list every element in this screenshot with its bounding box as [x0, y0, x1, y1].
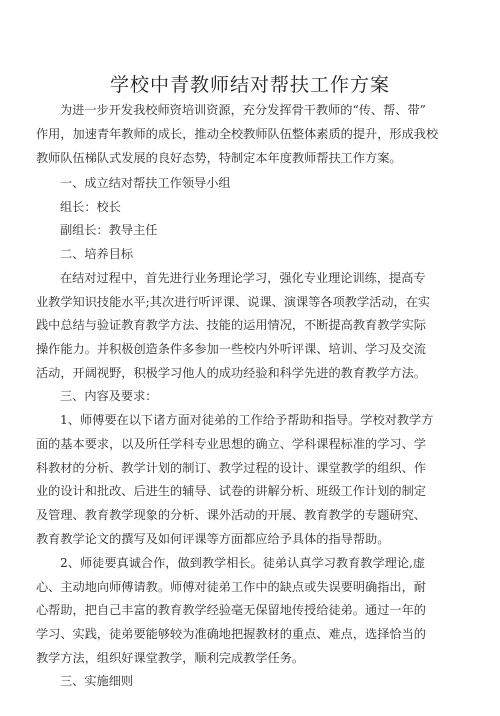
section-heading: 一、成立结对帮扶工作领导小组	[60, 176, 231, 190]
paragraph-line: 活动，开阔视野，积极学习他人的成功经验和科学先进的教育教学方法。	[36, 366, 426, 380]
paragraph-line: 为进一步开发我校师资培训资源，充分发挥骨干教师的“传、帮、带”	[60, 103, 426, 117]
paragraph-line: 教育教学论文的撰写及如何评课等方面都应给予具体的指导帮助。	[36, 532, 390, 546]
paragraph-line: 业的设计和批改、后进生的辅导、试卷的讲解分析、班级工作计划的制定	[36, 484, 426, 498]
paragraph-line: 业教学知识技能水平;其次进行听评课、说课、演课等各项教学活动，在实	[36, 295, 431, 309]
paragraph-line: 在结对过程中，首先进行业务理论学习，强化专业理论训练，提高专	[60, 271, 426, 285]
paragraph-line: 面的基本要求，以及所任学科专业思想的确立、学科课程标准的学习、学	[36, 437, 426, 451]
section-heading: 二、培养目标	[60, 247, 134, 261]
paragraph-line: 践中总结与验证教育教学方法、技能的运用情况，不断提高教育教学实际	[36, 318, 426, 332]
paragraph-line: 学习、实践，徒弟要能够较为准确地把握教材的重点、难点，选择恰当的	[36, 627, 426, 641]
paragraph-line: 副组长：教导主任	[60, 223, 158, 237]
paragraph-line: 教学方法，组织好课堂教学，顺利完成教学任务。	[36, 651, 305, 665]
paragraph-line: 心、主动地向师傅请教。师傅对徒弟工作中的缺点或失误要明确指出，耐	[36, 580, 426, 594]
page-title: 学校中青教师结对帮扶工作方案	[109, 74, 390, 96]
paragraph-line: 作用，加速青年教师的成长，推动全校教师队伍整体素质的提升，形成我校	[36, 127, 439, 141]
paragraph-line: 心帮助，把自己丰富的教育教学经验毫无保留地传授给徒弟。通过一年的	[36, 603, 426, 617]
paragraph-line: 操作能力。并积极创造条件多参加一些校内外听评课、培训、学习及交流	[36, 342, 426, 356]
paragraph-line: 1、师傅要在以下诸方面对徒弟的工作给予帮助和指导。学校对教学方	[60, 413, 434, 427]
paragraph-line: 教师队伍梯队式发展的良好态势，特制定本年度教师帮扶工作方案。	[36, 151, 402, 165]
paragraph-line: 2、师徒要真诚合作，做到教学相长。徒弟认真学习教育教学理论,虚	[60, 556, 426, 570]
paragraph-line: 及管理、教育教学现象的分析、课外活动的开展、教育教学的专题研究、	[36, 508, 426, 522]
section-heading: 三、内容及要求：	[60, 389, 158, 403]
section-heading: 三、实施细则	[60, 674, 134, 688]
paragraph-line: 科教材的分析、教学计划的制订、教学过程的设计、课堂教学的组织、作	[36, 461, 426, 475]
paragraph-line: 组长：校长	[60, 200, 121, 214]
